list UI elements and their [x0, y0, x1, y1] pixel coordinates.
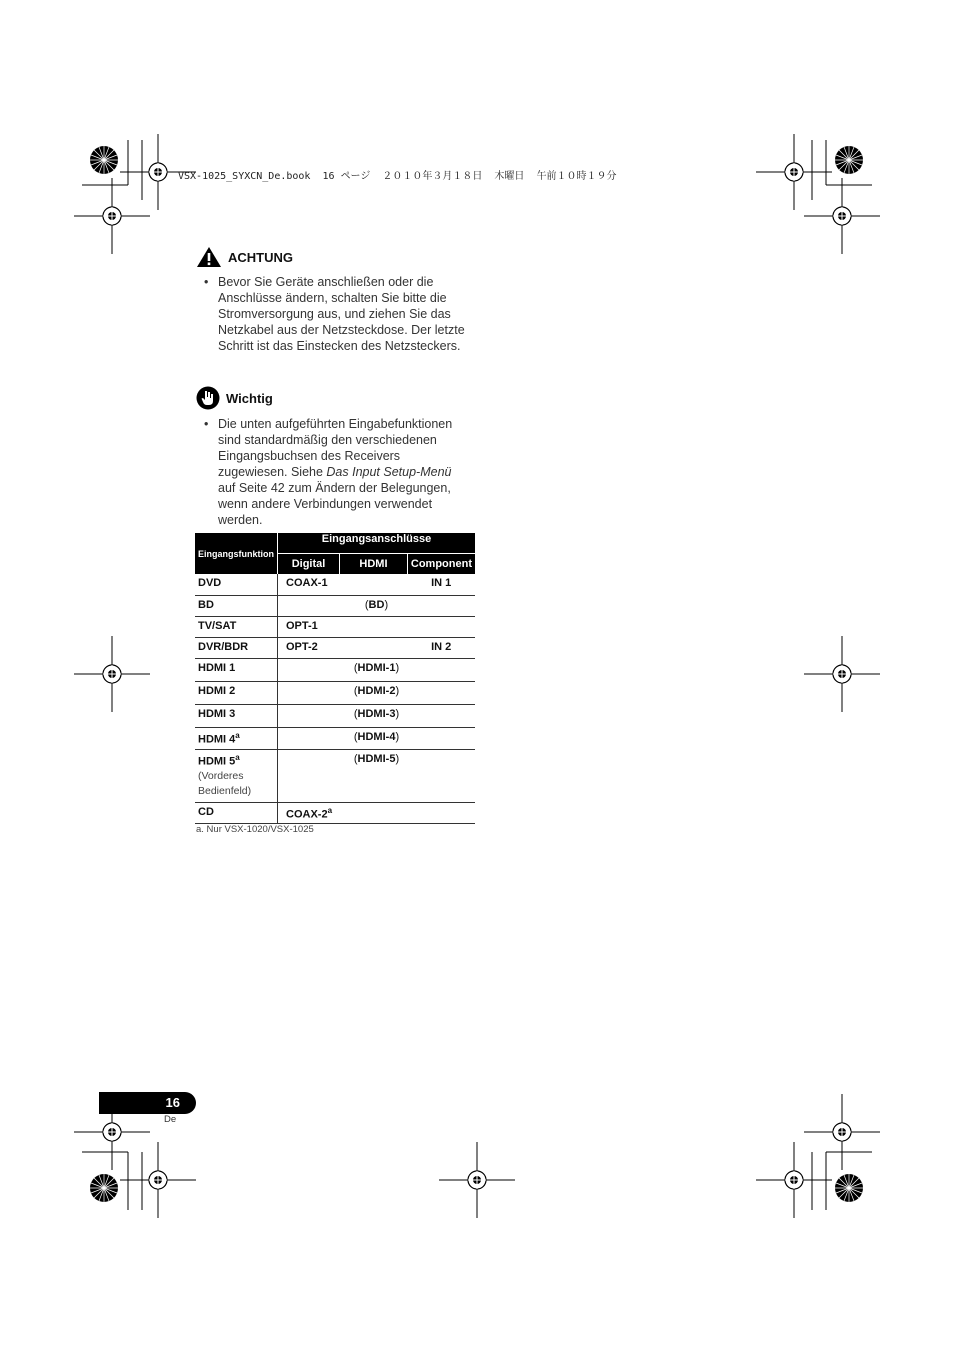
col-header-digital: Digital — [278, 553, 340, 574]
page-number: 16 — [165, 1095, 180, 1110]
row-digital-value: OPT-1 — [286, 619, 318, 632]
row-component-cell — [407, 637, 475, 658]
row-function-name: DVD — [198, 577, 222, 589]
warning-triangle-icon — [196, 246, 222, 268]
row-function-name: HDMI 5 — [198, 755, 236, 768]
row-digital-cell — [278, 749, 476, 802]
row-function-cell — [195, 681, 278, 704]
col-header-function: Eingangsfunktion — [195, 533, 278, 574]
row-function-cell — [195, 749, 278, 802]
input-assignment-table — [195, 533, 475, 824]
page-language: De — [164, 1114, 177, 1125]
row-hdmi-cell — [340, 616, 408, 637]
row-hdmi-label: BD — [368, 598, 385, 611]
table-footnote: a. Nur VSX-1020/VSX-1025 — [196, 824, 314, 835]
important-title: Wichtig — [226, 390, 273, 406]
page-number-tab — [99, 1092, 196, 1114]
important-text-part: Die unten aufgeführten Eingabefunktionen sind standardmäßig den verschiedenen Eingangsbuchsen des Receivers zugewiesen. Siehe — [218, 417, 453, 479]
row-function-cell — [195, 574, 278, 595]
table-row — [195, 595, 475, 616]
row-digital-value: COAX-1 — [286, 577, 328, 589]
table-row — [195, 749, 475, 802]
col-header-group: Eingangsanschlüsse — [278, 533, 476, 553]
row-component-cell — [407, 616, 475, 637]
row-digital-cell — [278, 727, 476, 749]
row-function-name: HDMI 1 — [198, 661, 236, 674]
row-function-name: DVR/BDR — [198, 640, 249, 653]
table-row — [195, 681, 475, 704]
row-function-name: HDMI 3 — [198, 707, 236, 720]
row-hdmi-label: HDMI-5 — [357, 752, 396, 765]
row-digital-cell — [278, 704, 476, 727]
row-function-note: (Vorderes Bedienfeld) — [198, 770, 252, 798]
row-hdmi-cell — [340, 637, 408, 658]
row-function-name: BD — [198, 598, 214, 611]
important-bullet — [196, 416, 486, 528]
row-function-cell — [195, 595, 278, 616]
row-digital-cell — [278, 637, 340, 658]
print-header-line: VSX-1025_SYXCN_De.book 16 ページ ２０１０年３月１８日 木曜日 午前１０時１９分 — [178, 171, 617, 182]
important-hand-icon — [196, 386, 220, 410]
caution-text: Bevor Sie Geräte anschließen oder die Anschlüsse ändern, schalten Sie bitte die Stromversorgung aus, und ziehen Sie das Netzkabel aus der Netzsteckdose. Der letzte Schritt ist das Einstecken des Netzsteckers. — [218, 275, 465, 353]
footnote-marker: a — [235, 752, 240, 762]
row-component-value: IN 1 — [431, 577, 452, 589]
row-function-cell — [195, 704, 278, 727]
row-hdmi-value: (HDMI-2) — [353, 684, 400, 697]
row-digital-value: COAX-2 — [286, 808, 328, 821]
footnote-marker: a — [235, 730, 240, 740]
table-row — [195, 616, 475, 637]
bullet-dot: • — [204, 417, 209, 431]
row-digital-cell — [278, 595, 476, 616]
row-hdmi-value: (BD) — [364, 598, 389, 611]
table-row — [195, 637, 475, 658]
table-row — [195, 802, 475, 823]
row-hdmi-label: HDMI-2 — [357, 684, 396, 697]
row-digital-cell — [278, 681, 476, 704]
row-function-cell — [195, 616, 278, 637]
row-function-cell — [195, 637, 278, 658]
row-hdmi-cell — [340, 802, 408, 823]
row-function-cell — [195, 658, 278, 681]
important-title-row — [196, 386, 486, 410]
row-hdmi-value: (HDMI-3) — [353, 707, 400, 720]
col-header-component: Component — [407, 553, 475, 574]
caution-section — [196, 246, 486, 354]
row-function-cell — [195, 802, 278, 823]
row-hdmi-cell — [340, 574, 408, 595]
important-text-italic: Das Input Setup-Menü — [326, 465, 452, 479]
row-hdmi-label: HDMI-3 — [357, 707, 396, 720]
row-hdmi-label: HDMI-4 — [357, 730, 396, 743]
row-component-cell — [407, 802, 475, 823]
table-body — [195, 574, 475, 823]
row-digital-cell — [278, 658, 476, 681]
row-hdmi-value: (HDMI-1) — [353, 661, 400, 674]
caution-title: ACHTUNG — [228, 249, 293, 265]
important-section — [196, 386, 486, 528]
table-row — [195, 574, 475, 595]
col-header-hdmi: HDMI — [340, 553, 408, 574]
row-function-name: HDMI 2 — [198, 684, 236, 697]
table-row — [195, 704, 475, 727]
row-function-name: TV/SAT — [198, 619, 237, 632]
row-function-name: HDMI 4 — [198, 733, 236, 746]
row-digital-value: OPT-2 — [286, 640, 318, 653]
row-hdmi-value: (HDMI-5) — [353, 752, 400, 765]
important-text — [218, 416, 470, 528]
row-digital-cell — [278, 574, 340, 595]
table-row — [195, 727, 475, 749]
caution-title-row — [196, 246, 486, 268]
caution-bullet — [196, 274, 486, 354]
table-row — [195, 658, 475, 681]
row-function-cell — [195, 727, 278, 749]
footnote-marker: a — [327, 805, 333, 815]
bullet-dot: • — [204, 275, 209, 289]
row-digital-cell — [278, 616, 340, 637]
row-component-cell — [407, 574, 475, 595]
row-component-value: IN 2 — [431, 640, 452, 653]
row-hdmi-value: (HDMI-4) — [353, 730, 400, 743]
row-hdmi-label: HDMI-1 — [357, 661, 396, 674]
row-function-name: CD — [198, 805, 214, 818]
important-text-part: auf Seite 42 zum Ändern der Belegungen, wenn andere Verbindungen verwendet werden. — [218, 481, 451, 527]
row-digital-cell — [278, 802, 340, 823]
